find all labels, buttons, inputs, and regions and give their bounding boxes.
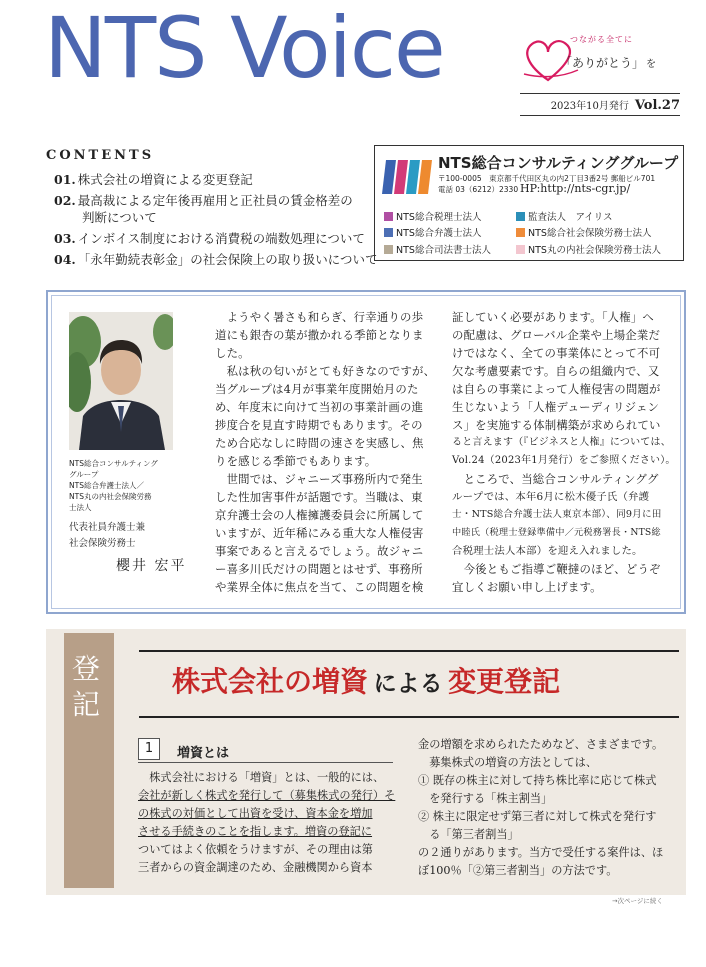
color-swatch-icon [516,245,525,254]
message-line: ところで、当総合コンサルティンググ [452,472,659,486]
message-line: 生じないよう「人権デューディリジェン [452,400,660,414]
contents-item-continued[interactable]: 判断について [82,210,157,225]
firm-item: NTS総合弁護士法人 [384,225,481,239]
message-line: や業界全体に焦点を当て、この問題を検 [215,580,424,594]
color-swatch-icon [384,245,393,254]
signature-name: 櫻井 宏平 [116,558,187,574]
article-line: ② 株主に限定せず第三者に対して株式を発行す [418,810,657,823]
message-line: 宜しくお願い申し上げます。 [452,580,602,594]
article-line: 株式会社における「増資」とは、一般的には、 [138,771,385,784]
message-line: 士・NTS総合弁護士法人東京本部）、同9月に田 [452,509,662,520]
contents-heading: CONTENTS [46,148,155,163]
firm-item: NTS総合税理士法人 [384,209,481,223]
message-line: けではなく、全ての事業体にとって不可 [452,346,661,360]
caption-line: NTS総合コンサルティング [69,459,158,468]
message-line: した性加害事件が話題です。当職は、東 [215,490,423,504]
contents-item[interactable]: 02. 最高裁による定年後再雇用と正社員の賃金格差の [54,193,353,208]
contents-item[interactable]: 04. 「永年勤続表彰金」の社会保険上の取り扱いについて [54,252,378,267]
caption-line: NTS丸の内社会保険労務 [69,492,152,501]
message-line: 合税理士法人本部）を迎え入れました。 [452,545,643,557]
firm-item: NTS総合司法書士法人 [384,242,491,256]
message-line: いますが、近年稀にみる重大な人権侵害 [215,526,424,540]
message-line: 京弁護士会の人権擁護委員会に所属して [215,508,424,522]
article-line: 募集株式の増資の方法としては、 [418,756,598,769]
message-line: ため合応なしに時間の速さを実感し、焦 [215,436,424,450]
message-line: ー喜多川氏だけの問題とはせず、事務所 [215,562,423,576]
nts-logo-icon [382,156,434,196]
category-tag-char: 登 [72,652,101,685]
color-swatch-icon [516,228,525,237]
headline-rule-top [139,650,679,652]
contents-item[interactable]: 01. 株式会社の増資による変更登記 [54,172,253,187]
message-line: 捗度合を見直す時期でもあります。その [215,418,423,432]
next-page-link[interactable]: →次ページに続く [612,897,663,905]
message-line: りを感じる季節でもあります。 [215,454,377,468]
newsletter-title: NTS Voice [44,0,444,97]
message-line: 私は秋の匂いがとても好きなのですが、 [215,364,436,378]
headline-rule-bottom [139,716,679,718]
section-rule [138,762,393,763]
feature-headline: 株式会社の増資 による 変更登記 [172,665,561,698]
message-line: 道にも銀杏の葉が撒かれる季節となりま [215,328,424,342]
category-tag-char: 記 [72,688,101,721]
group-url-link[interactable]: HP:http://nts-cgr.jp/ [520,182,631,195]
message-line: Vol.24（2023年1月発行）をご参照ください）。 [452,455,676,466]
contents-item[interactable]: 03. インボイス制度における消費税の端数処理について [54,231,365,246]
article-line: る「第三者割当」 [418,828,519,841]
message-line: 事案であると言えるでしょう。故ジャニ [215,544,424,558]
message-line: 世間では、ジャニーズ事務所内で発生 [215,472,423,486]
message-line: した。 [215,346,250,360]
message-line: ループでは、本年6月に松木優子氏（弁護 [452,491,650,503]
firm-item: NTS丸の内社会保険労務士法人 [516,242,661,256]
article-line: ぼ100％「②第三者割当」の方法です。 [418,864,618,877]
section-title: 増資とは [177,746,230,761]
article-line: 金の増額を求められたためなど、さまざまです。 [418,738,664,751]
caption-line: NTS総合弁護士法人／ [69,481,144,490]
message-line: め、年度末に向けて当初の事業計画の進 [215,400,424,414]
article-line: 三者からの資金調達のため、金融機関から資本 [138,861,373,874]
message-line: ス」を実施する体制構築が求められてい [452,418,661,432]
message-line: 当グループは4月が事業年度開始月のた [215,382,419,396]
section-number-badge: 1 [138,738,160,760]
article-line: を発行する「株主割当」 [418,792,553,805]
group-name: NTS総合コンサルティンググループ [438,154,679,172]
role-line: 社会保険労務士 [69,538,136,549]
group-address: 〒100-0005 東京都千代田区丸の内2丁目3番2号 郵船ビル701 [438,174,656,183]
tagline-small: つながる全てに [570,35,633,44]
color-swatch-icon [384,228,393,237]
issue-line [520,93,680,116]
representative-photo [69,312,173,450]
message-line: 欠な考慮要素です。自らの組織内で、又 [452,364,660,378]
message-line: 中睦氏（税理士登録準備中／元税務署長・NTS総 [452,527,661,538]
group-tel: 電話 03（6212）2330 [438,185,519,194]
caption-line: グループ [69,470,99,479]
article-line: 会社が新しく株式を発行して（募集株式の発行）そ [138,789,396,802]
tagline: 「ありがとう」 を [560,56,657,70]
issue-date: 2023年10月発行 [550,101,629,112]
message-line: の配慮は、グローバル企業や上場企業だ [452,328,661,342]
article-line: の２通りがあります。当方で受任する案件は、ほ [418,846,664,859]
article-line: ① 既存の株主に対して持ち株比率に応じて株式 [418,774,657,787]
message-line: は自らの事業によって人権侵害の問題が [452,382,661,396]
color-swatch-icon [516,212,525,221]
message-line: 今後ともご指導ご鞭撻のほど、どうぞ [452,562,661,576]
message-line: ると言えます（『ビジネスと人権』については、 [452,437,671,448]
color-swatch-icon [384,212,393,221]
message-line: ようやく暑さも和らぎ、行幸通りの歩 [215,310,424,324]
article-line: させる手続きのことを指します。増資の登記に [138,825,373,838]
caption-line: 士法人 [69,503,92,512]
article-line: の株式の対価として出資を受け、資本金を増加 [138,807,373,820]
message-line: 証していく必要があります。「人権」へ [452,310,655,324]
role-line: 代表社員弁護士兼 [69,522,146,533]
volume-number: Vol.27 [634,98,680,113]
firm-item: 監査法人 アイリス [516,209,612,223]
article-line: ついてはよく依頼をうけますが、その理由は第 [138,843,373,856]
firm-item: NTS総合社会保険労務士法人 [516,225,651,239]
